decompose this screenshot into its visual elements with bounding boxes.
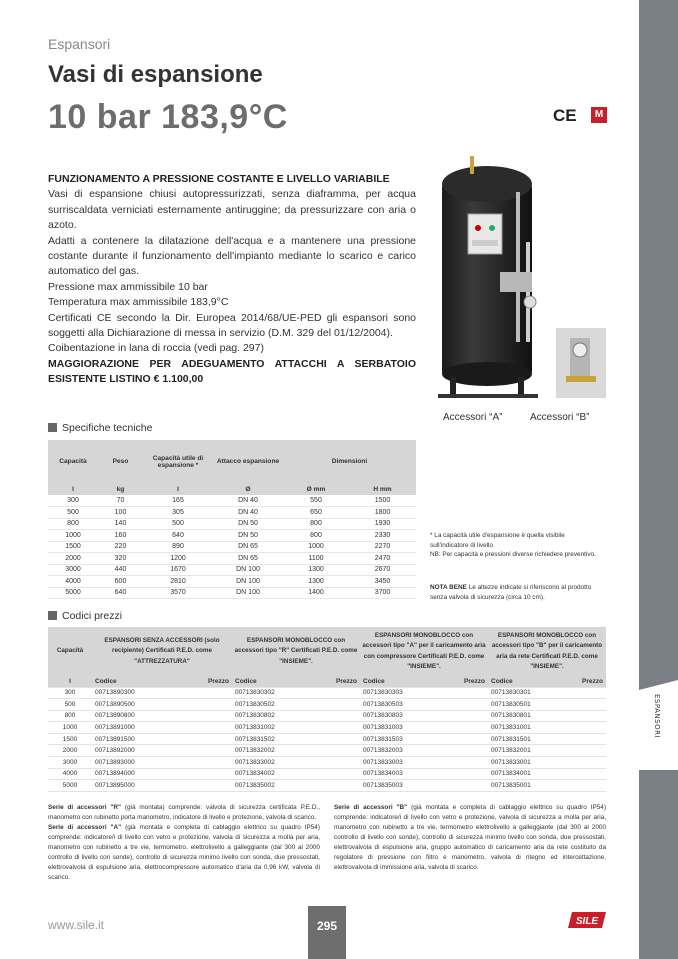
spec-cell: 650 <box>283 507 349 519</box>
logo-text: SILE <box>575 916 599 927</box>
codes-price-cell <box>432 710 488 722</box>
spec-cell: 2000 <box>48 553 98 565</box>
spec-cell: 300 <box>48 495 98 507</box>
spec-row <box>48 587 416 599</box>
spec-unit: Ø mm <box>283 483 349 495</box>
spec-cell: 1800 <box>349 507 416 519</box>
accessory-b-label: Accessori “B” <box>530 412 590 423</box>
codes-codice-label: Codice <box>232 676 304 687</box>
spec-title-text: Specifiche tecniche <box>62 422 153 434</box>
codes-code-cell: 00713830501 <box>488 699 560 711</box>
codes-price-cell <box>304 780 360 792</box>
spec-cell: 1000 <box>283 541 349 553</box>
spec-header-capacity: Capacità <box>48 440 98 483</box>
spec-unit: l <box>143 483 213 495</box>
codes-code-cell: 00713833002 <box>232 757 304 769</box>
description-p3: Pressione max ammissibile 10 bar <box>48 280 208 293</box>
category-label: Espansori <box>48 36 111 52</box>
codes-code-cell: 00713832001 <box>488 745 560 757</box>
spec-cell: DN 65 <box>213 541 283 553</box>
description-p4: Temperatura max ammissibile 183,9°C <box>48 296 229 309</box>
codes-price-cell <box>560 710 606 722</box>
codes-code-cell: 00713835002 <box>232 780 304 792</box>
spec-cell: 600 <box>98 576 143 588</box>
codes-price-cell <box>164 757 232 769</box>
codes-header-group: ESPANSORI SENZA ACCESSORI (solo recipiente) Certificati P.E.D. come "ATTREZZATURA" <box>92 627 232 676</box>
page-subtitle: 10 bar 183,9°C <box>48 98 288 136</box>
codes-row <box>48 757 606 769</box>
nota-bene <box>430 583 605 602</box>
codes-code-cell: 00713890500 <box>92 699 164 711</box>
spec-cell: 800 <box>283 530 349 542</box>
nota-bene-text: Le altezze indicate si riferiscono al prodotto senza valvola di sicurezza (circa 10 cm). <box>430 584 592 601</box>
codes-price-cell <box>432 722 488 734</box>
spec-cell: 1500 <box>349 495 416 507</box>
description-heading: FUNZIONAMENTO A PRESSIONE COSTANTE E LIVELLO VARIABILE <box>48 173 390 185</box>
codes-price-cell <box>304 745 360 757</box>
codes-codice-label: Codice <box>488 676 560 687</box>
spec-cell: 305 <box>143 507 213 519</box>
spec-cell: DN 100 <box>213 587 283 599</box>
codes-code-cell: 00713892000 <box>92 745 164 757</box>
square-bullet-icon <box>48 611 57 620</box>
codes-price-cell <box>164 710 232 722</box>
codes-price-cell <box>560 733 606 745</box>
codes-row <box>48 710 606 722</box>
codes-price-cell <box>304 768 360 780</box>
spec-cell: DN 100 <box>213 564 283 576</box>
description <box>48 172 416 388</box>
description-p5: Certificati CE secondo la Dir. Europea 2014/68/UE-PED gli espansori sono soggetti alla Dichiarazione di messa in servizio (D.M. 329 del 01/12/2004). <box>48 311 416 340</box>
spec-row <box>48 518 416 530</box>
codes-price-cell <box>304 687 360 699</box>
codes-code-cell: 00713830302 <box>232 687 304 699</box>
codes-code-cell: 00713834001 <box>488 768 560 780</box>
spec-cell: 3450 <box>349 576 416 588</box>
codes-price-cell <box>560 687 606 699</box>
spec-header-connection: Attacco espansione <box>213 440 283 483</box>
note-nb: NB: Per capacità e pressioni diverse richiedere preventivo. <box>430 551 596 559</box>
codes-price-cell <box>164 687 232 699</box>
codes-price-cell <box>304 733 360 745</box>
codes-code-cell: 00713832003 <box>360 745 432 757</box>
codes-price-cell <box>560 745 606 757</box>
codes-price-cell <box>164 780 232 792</box>
codes-header-group: ESPANSORI MONOBLOCCO con accessori tipo "R" Certificati P.E.D. come "INSIEME". <box>232 627 360 676</box>
codes-codice-label: Codice <box>360 676 432 687</box>
codes-row <box>48 733 606 745</box>
codes-code-cell: 00713831001 <box>488 722 560 734</box>
spec-table <box>48 440 416 599</box>
spec-cell: DN 50 <box>213 530 283 542</box>
spec-cell: 1100 <box>283 553 349 565</box>
codes-price-cell <box>432 757 488 769</box>
codes-code-cell: 00713830803 <box>360 710 432 722</box>
side-band-shape <box>639 0 678 959</box>
codes-code-cell: 00713895000 <box>92 780 164 792</box>
codes-code-cell: 00713831502 <box>232 733 304 745</box>
spec-cell: 640 <box>143 530 213 542</box>
spec-cell: 1400 <box>283 587 349 599</box>
footnote-r <box>48 803 320 823</box>
spec-cell: 3000 <box>48 564 98 576</box>
footnote-a-text: (già montata e completa di cablaggio elettrico su quadro IP54) comprende: indicatore/i di livello con vetro e protezione, valvola di sicurezza a molla per aria, manometro con rubinetto a tre vie, termometro, elettrolivello a galleggiante (dal 300 al 2000 controllo di livello con sonde), controllo di sicurezza minimo livello con sonda, due pressostati, elettrovalvola di espulsione aria, elettrocompressore automatico d'aria da 0,96 kW, valvola di scarico. <box>48 824 320 881</box>
codes-code-cell: 00713830801 <box>488 710 560 722</box>
codes-capacity-cell: 300 <box>48 687 92 699</box>
footnote-a-label: Serie di accessori "A" <box>48 824 122 831</box>
codes-code-cell: 00713832002 <box>232 745 304 757</box>
codes-price-cell <box>560 722 606 734</box>
codes-row <box>48 780 606 792</box>
codes-header-group: ESPANSORI MONOBLOCCO con accessori tipo "B" per il caricamento aria da rete Certificati P.E.D. come "INSIEME". <box>488 627 606 676</box>
description-p1: Vasi di espansione chiusi autopressurizzati, senza diaframma, per acqua surriscaldata verniciati esternamente antiruggine; da pressurizzare con aria o azoto. <box>48 188 416 232</box>
codes-code-cell: 00713830303 <box>360 687 432 699</box>
spec-unit: l <box>48 483 98 495</box>
spec-cell: DN 50 <box>213 518 283 530</box>
spec-cell: 800 <box>48 518 98 530</box>
spec-cell: 2470 <box>349 553 416 565</box>
spec-row <box>48 553 416 565</box>
spec-header-useful: Capacità utile di espansione * <box>143 440 213 483</box>
spec-row <box>48 541 416 553</box>
spec-cell: 440 <box>98 564 143 576</box>
footnote-b-label: Serie di accessori "B" <box>334 804 408 811</box>
codes-price-cell <box>304 699 360 711</box>
spec-cell: 4000 <box>48 576 98 588</box>
m-mark: M <box>591 107 607 123</box>
codes-code-cell: 00713830802 <box>232 710 304 722</box>
spec-cell: 1200 <box>143 553 213 565</box>
codes-prezzo-label: Prezzo <box>164 676 232 687</box>
spec-cell: 1300 <box>283 576 349 588</box>
codes-code-cell: 00713830301 <box>488 687 560 699</box>
codes-capacity-cell: 500 <box>48 699 92 711</box>
codes-code-cell: 00713833001 <box>488 757 560 769</box>
codes-unit: l <box>48 676 92 687</box>
spec-cell: 160 <box>98 530 143 542</box>
codes-capacity-cell: 4000 <box>48 768 92 780</box>
spec-cell: 500 <box>143 518 213 530</box>
note-star: * La capacità utile d'espansione è quella visibile sull'indicatore di livello <box>430 532 565 549</box>
footnote-right <box>334 803 606 873</box>
spec-cell: 220 <box>98 541 143 553</box>
spec-unit: kg <box>98 483 143 495</box>
spec-cell: 320 <box>98 553 143 565</box>
spec-cell: 1000 <box>48 530 98 542</box>
codes-code-cell: 00713831003 <box>360 722 432 734</box>
spec-row <box>48 495 416 507</box>
codes-capacity-cell: 1500 <box>48 733 92 745</box>
codes-price-cell <box>432 687 488 699</box>
page-number: 295 <box>308 906 346 959</box>
codes-code-cell: 00713891500 <box>92 733 164 745</box>
spec-cell: 1670 <box>143 564 213 576</box>
codes-header-capacity: Capacità <box>48 627 92 676</box>
spec-row <box>48 530 416 542</box>
codes-price-cell <box>560 768 606 780</box>
codes-row <box>48 699 606 711</box>
codes-price-cell <box>560 780 606 792</box>
spec-header-dimensions: Dimensioni <box>283 440 416 483</box>
codes-code-cell: 00713835001 <box>488 780 560 792</box>
codes-row <box>48 745 606 757</box>
codes-capacity-cell: 3000 <box>48 757 92 769</box>
spec-cell: 140 <box>98 518 143 530</box>
page-title: Vasi di espansione <box>48 61 263 88</box>
codes-code-cell: 00713830502 <box>232 699 304 711</box>
sile-logo <box>566 908 608 932</box>
side-tab-label: ESPANSORI <box>653 694 661 739</box>
website-link[interactable]: www.sile.it <box>48 918 105 932</box>
spec-cell: 800 <box>283 518 349 530</box>
codes-code-cell: 00713831503 <box>360 733 432 745</box>
codes-capacity-cell: 2000 <box>48 745 92 757</box>
nota-bene-label: NOTA BENE <box>430 584 467 591</box>
codes-section-title <box>48 610 122 622</box>
codes-capacity-cell: 800 <box>48 710 92 722</box>
spec-cell: DN 65 <box>213 553 283 565</box>
spec-row <box>48 564 416 576</box>
codes-price-cell <box>304 710 360 722</box>
spec-cell: 1300 <box>283 564 349 576</box>
spec-unit: H mm <box>349 483 416 495</box>
footnote-b-text: (già montata e completa di cablaggio elettrico su quadro IP54) comprende: indicatore/i di livello con vetro e protezione, valvola di sicurezza a molla per aria, manometro con rubinetto a tre vie, termometro elettrolivello a galleggiante (dal 300 al 2000 controllo di livello con sonde), controllo di sicurezza minimo livello con sonda, due pressostati, elettrovalvola di espulsione aria, gruppo automatico di caricamento aria da rete costituito da regolatore di pressione con filtro e manometro, valvola di ritegno ed intercettazione, elettrovalvola di immissione aria, valvola di scarico. <box>334 804 606 871</box>
codes-code-cell: 00713833003 <box>360 757 432 769</box>
codes-price-cell <box>432 768 488 780</box>
spec-cell: DN 40 <box>213 495 283 507</box>
codes-price-cell <box>164 745 232 757</box>
codes-code-cell: 00713894000 <box>92 768 164 780</box>
codes-code-cell: 00713835003 <box>360 780 432 792</box>
codes-row <box>48 687 606 699</box>
tank-image <box>430 152 555 400</box>
codes-price-cell <box>432 780 488 792</box>
codes-codice-label: Codice <box>92 676 164 687</box>
codes-code-cell: 00713893000 <box>92 757 164 769</box>
codes-prezzo-label: Prezzo <box>560 676 606 687</box>
codes-code-cell: 00713831501 <box>488 733 560 745</box>
accessory-b-image <box>556 328 606 398</box>
spec-cell: 890 <box>143 541 213 553</box>
codes-price-cell <box>432 745 488 757</box>
spec-cell: 2270 <box>349 541 416 553</box>
codes-price-cell <box>164 733 232 745</box>
spec-cell: 3570 <box>143 587 213 599</box>
spec-cell: 550 <box>283 495 349 507</box>
codes-price-cell <box>432 699 488 711</box>
spec-cell: 1930 <box>349 518 416 530</box>
description-highlight: MAGGIORAZIONE PER ADEGUAMENTO ATTACCHI A SERBATOIO ESISTENTE LISTINO € 1.100,00 <box>48 357 416 386</box>
codes-price-cell <box>304 757 360 769</box>
codes-code-cell: 00713831002 <box>232 722 304 734</box>
square-bullet-icon <box>48 423 57 432</box>
spec-cell: 2810 <box>143 576 213 588</box>
spec-unit: Ø <box>213 483 283 495</box>
spec-cell: 2670 <box>349 564 416 576</box>
footnote-a <box>48 823 320 883</box>
codes-code-cell: 00713890300 <box>92 687 164 699</box>
spec-row <box>48 576 416 588</box>
codes-code-cell: 00713834002 <box>232 768 304 780</box>
spec-cell: DN 40 <box>213 507 283 519</box>
description-p6: Coibentazione in lana di roccia (vedi pag. 297) <box>48 342 264 355</box>
codes-price-cell <box>560 757 606 769</box>
spec-cell: DN 100 <box>213 576 283 588</box>
spec-cell: 3700 <box>349 587 416 599</box>
codes-code-cell: 00713890800 <box>92 710 164 722</box>
codes-prezzo-label: Prezzo <box>432 676 488 687</box>
codes-price-cell <box>560 699 606 711</box>
ce-mark: CE <box>553 106 577 125</box>
footnote-r-label: Serie di accessori "R" <box>48 804 122 811</box>
spec-section-title <box>48 422 152 434</box>
spec-cell: 100 <box>98 507 143 519</box>
codes-price-cell <box>432 733 488 745</box>
footnote-r-text: (già montata) comprende: valvola di sicurezza certificata P.E.D., manometro con rubinetto porta manometro, indicatore di livello e protezione, valvola di scarico. <box>48 804 320 821</box>
spec-cell: 640 <box>98 587 143 599</box>
codes-code-cell: 00713830503 <box>360 699 432 711</box>
codes-prezzo-label: Prezzo <box>304 676 360 687</box>
codes-header-group: ESPANSORI MONOBLOCCO con accessori tipo "A" per il caricamento aria con compressore Certificati P.E.D. come "INSIEME". <box>360 627 488 676</box>
spec-cell: 165 <box>143 495 213 507</box>
codes-table <box>48 627 606 792</box>
accessory-a-label: Accessori “A” <box>443 412 503 423</box>
codes-row <box>48 722 606 734</box>
spec-row <box>48 507 416 519</box>
codes-code-cell: 00713834003 <box>360 768 432 780</box>
spec-cell: 2330 <box>349 530 416 542</box>
spec-cell: 1500 <box>48 541 98 553</box>
codes-price-cell <box>164 768 232 780</box>
codes-capacity-cell: 5000 <box>48 780 92 792</box>
codes-code-cell: 00713891000 <box>92 722 164 734</box>
spec-header-weight: Peso <box>98 440 143 483</box>
spec-note <box>430 531 605 560</box>
codes-price-cell <box>164 722 232 734</box>
codes-price-cell <box>164 699 232 711</box>
spec-cell: 500 <box>48 507 98 519</box>
footnote-left <box>48 803 320 883</box>
description-p2: Adatti a contenere la dilatazione dell'acqua e a mantenere una pressione costante durante il funzionamento dell'impianto mediante lo scarico e carico automatico del gas. <box>48 234 416 278</box>
codes-title-text: Codici prezzi <box>62 610 123 622</box>
spec-cell: 70 <box>98 495 143 507</box>
codes-price-cell <box>304 722 360 734</box>
codes-capacity-cell: 1000 <box>48 722 92 734</box>
codes-row <box>48 768 606 780</box>
spec-cell: 5000 <box>48 587 98 599</box>
